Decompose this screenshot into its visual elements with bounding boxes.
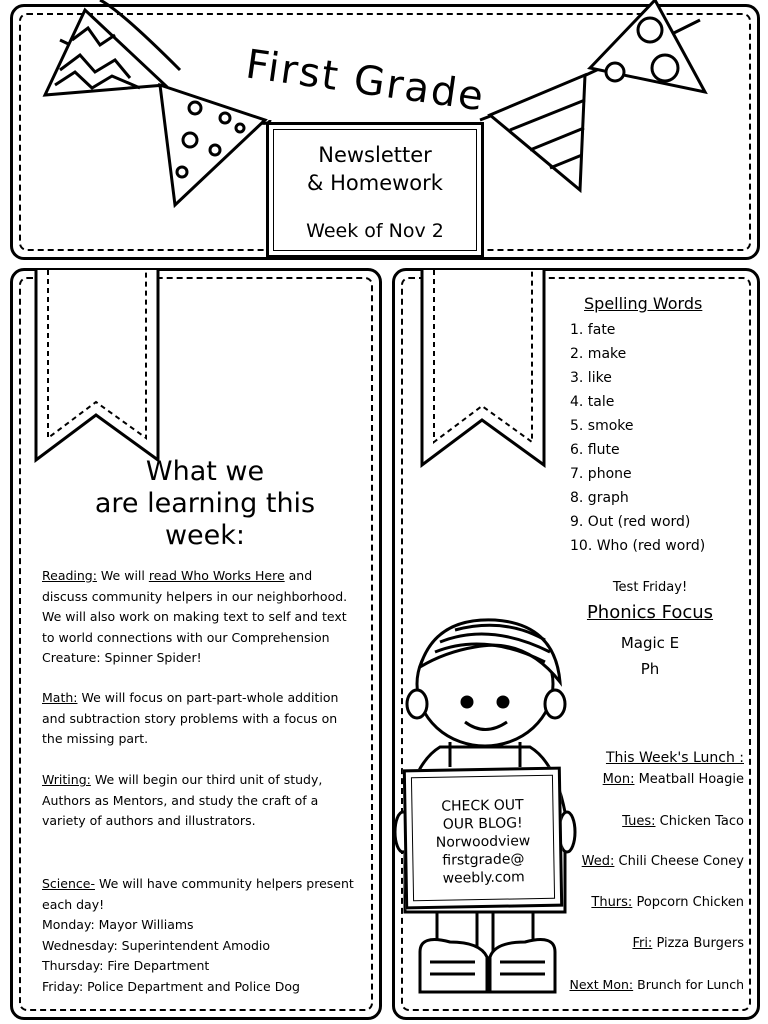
learning-title-line3: week: bbox=[164, 520, 246, 551]
reading-text: and discuss community helpers in our neighborhood. We will also work on making text to self and text to world connections with our Comprehension Creature: Spinner Spider! bbox=[42, 568, 348, 665]
week-label: Week of Nov 2 bbox=[306, 220, 444, 242]
reading-pre: We will bbox=[96, 568, 149, 583]
spelling-word: 1. fate bbox=[570, 322, 616, 338]
blog-line2: OUR BLOG! bbox=[442, 815, 523, 833]
pennant-big-dots bbox=[590, 0, 705, 92]
right-ribbon bbox=[420, 270, 560, 470]
writing-text: We will begin our third unit of study, Authors as Mentors, and study the craft of a variety of authors and illustrators. bbox=[42, 772, 323, 828]
spelling-word: 3. like bbox=[570, 370, 612, 386]
spelling-list bbox=[570, 318, 705, 558]
lunch-meal: Chicken Taco bbox=[655, 814, 744, 829]
reading-label: Reading: bbox=[42, 568, 97, 583]
lunch-item bbox=[622, 814, 744, 829]
learning-title-line2: are learning this bbox=[94, 488, 316, 519]
lunch-day: Thurs: bbox=[591, 895, 633, 910]
lunch-meal: Popcorn Chicken bbox=[632, 895, 744, 910]
blog-line4: firstgrade@ bbox=[442, 851, 525, 869]
reading-book: read Who Works Here bbox=[148, 568, 285, 583]
lunch-meal: Meatball Hoagie bbox=[634, 772, 744, 787]
lunch-meal: Chili Cheese Coney bbox=[614, 854, 744, 869]
lunch-meal: Pizza Burgers bbox=[652, 936, 744, 951]
lunch-item bbox=[603, 772, 744, 787]
lunch-day: Mon: bbox=[602, 772, 635, 787]
left-ribbon bbox=[34, 270, 174, 470]
writing-section bbox=[42, 770, 358, 832]
lunch-item bbox=[591, 895, 744, 910]
schedule-item: Thursday: Fire Department bbox=[42, 958, 210, 973]
lunch-item bbox=[569, 977, 744, 992]
spelling-word: 9. Out (red word) bbox=[570, 514, 691, 530]
writing-label: Writing: bbox=[42, 772, 91, 787]
schedule-item: Monday: Mayor Williams bbox=[42, 917, 194, 932]
math-label: Math: bbox=[42, 690, 78, 705]
blog-line1: CHECK OUT bbox=[441, 797, 524, 815]
spelling-word: 4. tale bbox=[570, 394, 615, 410]
reading-section bbox=[42, 566, 358, 669]
lunch-meal: Brunch for Lunch bbox=[633, 977, 744, 992]
blog-line3: Norwoodview bbox=[435, 833, 531, 851]
blog-line5: weebly.com bbox=[442, 869, 525, 887]
math-text: We will focus on part-part-whole addition and subtraction story problems with a focus on the missing part. bbox=[42, 690, 339, 746]
lunch-title-text: This Week's Lunch : bbox=[605, 750, 744, 766]
phonics-line2: Ph bbox=[640, 660, 660, 678]
lunch-day: Wed: bbox=[581, 854, 615, 869]
spelling-word: 5. smoke bbox=[570, 418, 634, 434]
lunch-title bbox=[606, 750, 744, 766]
lunch-day: Next Mon: bbox=[569, 977, 634, 992]
learning-title-line1: What we bbox=[145, 456, 265, 487]
learning-title bbox=[40, 456, 370, 552]
science-section bbox=[42, 874, 358, 997]
spelling-word: 10. Who (red word) bbox=[570, 538, 706, 554]
lunch-day: Tues: bbox=[622, 814, 656, 829]
lunch-day: Fri: bbox=[632, 936, 653, 951]
pennant-stripes bbox=[490, 75, 585, 190]
math-section bbox=[42, 688, 358, 750]
spelling-word: 7. phone bbox=[570, 466, 632, 482]
blog-sign bbox=[403, 767, 563, 910]
spelling-word: 6. flute bbox=[570, 442, 620, 458]
lunch-item bbox=[582, 854, 744, 869]
spelling-title: Spelling Words bbox=[584, 294, 703, 313]
spelling-word: 8. graph bbox=[570, 490, 629, 506]
lunch-item bbox=[632, 936, 744, 951]
schedule-item: Friday: Police Department and Police Dog bbox=[42, 978, 300, 994]
science-text: We will have community helpers present each day! bbox=[42, 876, 354, 912]
schedule-item: Wednesday: Superintendent Amodio bbox=[42, 937, 271, 953]
newsletter-line1: Newsletter bbox=[318, 143, 432, 167]
newsletter-line2: & Homework bbox=[307, 171, 443, 195]
pennant-dots bbox=[160, 85, 265, 205]
pennant-zigzag bbox=[45, 10, 165, 95]
phonics-title: Phonics Focus bbox=[586, 602, 714, 623]
science-label: Science- bbox=[42, 876, 95, 891]
spelling-word: 2. make bbox=[570, 346, 627, 362]
phonics-line1: Magic E bbox=[620, 634, 680, 652]
page-title: First Grade bbox=[242, 41, 488, 121]
newsletter-box bbox=[266, 122, 484, 258]
test-note: Test Friday! bbox=[612, 580, 688, 595]
